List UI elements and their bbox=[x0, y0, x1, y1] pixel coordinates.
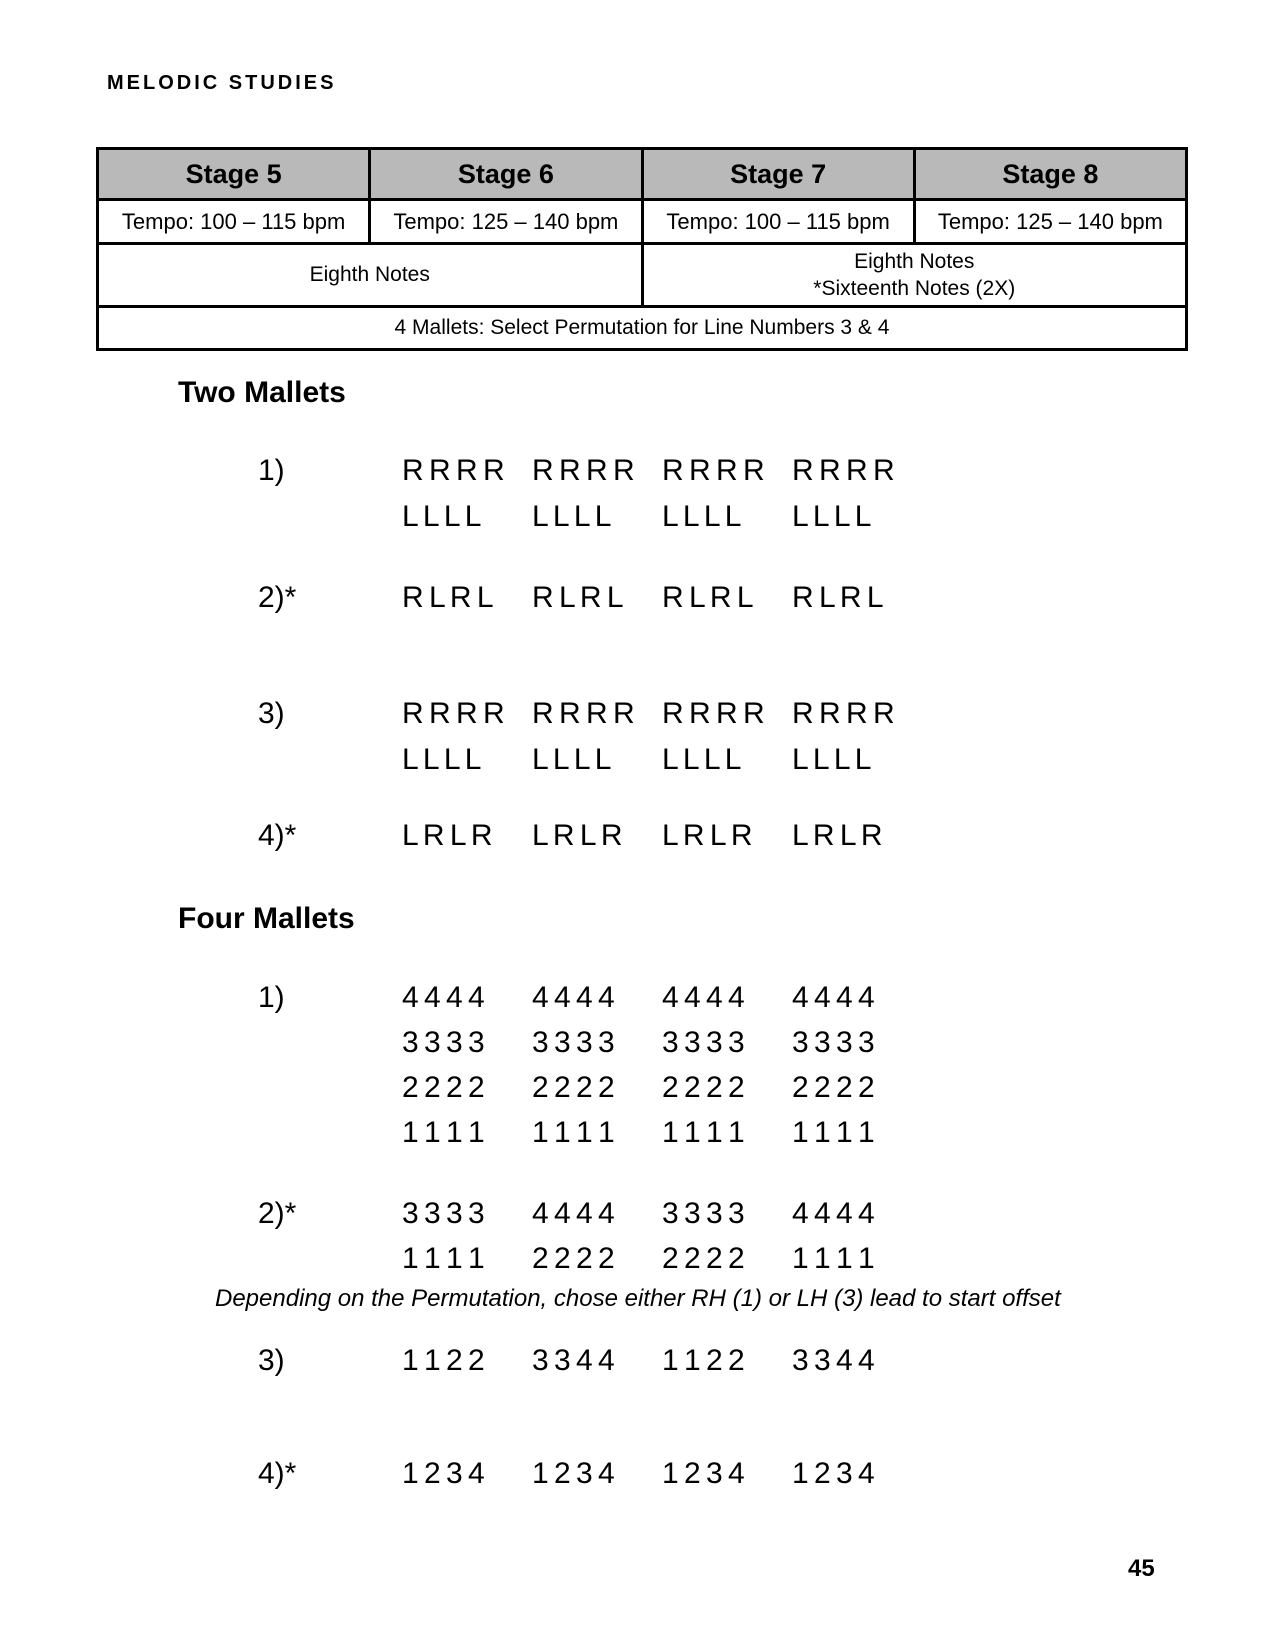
mallet-group: 1 1 2 2 bbox=[662, 1344, 745, 1377]
mallet-group: 3 3 3 3 bbox=[792, 1026, 875, 1059]
sticking-group: L L L L bbox=[792, 743, 872, 776]
section-heading-four-mallets: Four Mallets bbox=[178, 902, 355, 935]
exercise-line bbox=[258, 498, 922, 536]
mallet-group: 3 3 4 4 bbox=[532, 1344, 615, 1377]
sticking-group: L L L L bbox=[792, 500, 872, 533]
mallet-group: 3 3 3 3 bbox=[402, 1026, 485, 1059]
sticking-group: R L R L bbox=[792, 581, 884, 614]
exercise-label: 1) bbox=[258, 454, 285, 487]
mallet-group: 1 2 3 4 bbox=[532, 1457, 615, 1490]
exercise-line bbox=[258, 741, 922, 779]
exercise-line bbox=[258, 1024, 922, 1062]
mallet-group: 4 4 4 4 bbox=[792, 1197, 875, 1230]
exercise-line bbox=[258, 579, 922, 617]
mallet-group: 4 4 4 4 bbox=[662, 981, 745, 1014]
mallet-group: 2 2 2 2 bbox=[662, 1071, 745, 1104]
exercise-line bbox=[258, 695, 922, 733]
exercise-line bbox=[258, 817, 922, 855]
mallet-group: 1 1 1 1 bbox=[402, 1116, 485, 1149]
tempo-cell: Tempo: 125 – 140 bpm bbox=[370, 200, 642, 244]
notes-cell-right bbox=[642, 244, 1187, 307]
exercise-line bbox=[258, 1342, 922, 1380]
exercise-line bbox=[258, 452, 922, 490]
mallet-group: 1 2 3 4 bbox=[792, 1457, 875, 1490]
sticking-group: R R R R bbox=[402, 697, 505, 730]
sticking-group: L R L R bbox=[792, 819, 883, 852]
sticking-group: R R R R bbox=[792, 697, 895, 730]
stage-header-cell: Stage 8 bbox=[914, 149, 1186, 200]
mallet-group: 4 4 4 4 bbox=[402, 981, 485, 1014]
mallet-group: 2 2 2 2 bbox=[532, 1242, 615, 1275]
exercise-label: 2)* bbox=[258, 581, 297, 614]
exercise-label bbox=[258, 498, 402, 536]
stage-header-cell: Stage 7 bbox=[642, 149, 914, 200]
tempo-row bbox=[98, 200, 1187, 244]
exercise-label: 2)* bbox=[258, 1197, 297, 1230]
mallet-group: 1 1 1 1 bbox=[532, 1116, 615, 1149]
mallet-group: 2 2 2 2 bbox=[792, 1071, 875, 1104]
exercise-label: 4)* bbox=[258, 819, 297, 852]
mallet-group: 2 2 2 2 bbox=[402, 1071, 485, 1104]
sticking-group: L L L L bbox=[402, 500, 482, 533]
exercise-line bbox=[258, 1195, 922, 1233]
tempo-cell: Tempo: 100 – 115 bpm bbox=[642, 200, 914, 244]
exercise-label bbox=[258, 1024, 402, 1062]
sticking-group: L R L R bbox=[532, 819, 623, 852]
mallet-group: 4 4 4 4 bbox=[532, 1197, 615, 1230]
note-values-row bbox=[98, 244, 1187, 307]
sticking-group: R R R R bbox=[662, 454, 765, 487]
exercise-line bbox=[258, 1069, 922, 1107]
exercise-line bbox=[258, 979, 922, 1017]
tempo-cell: Tempo: 125 – 140 bpm bbox=[914, 200, 1186, 244]
sticking-group: R R R R bbox=[532, 697, 635, 730]
exercise-label: 1) bbox=[258, 981, 285, 1014]
exercise-line bbox=[258, 1114, 922, 1152]
sticking-group: L R L R bbox=[402, 819, 493, 852]
sticking-group: R R R R bbox=[532, 454, 635, 487]
mallet-group: 1 1 1 1 bbox=[662, 1116, 745, 1149]
mallet-group: 2 2 2 2 bbox=[532, 1071, 615, 1104]
table-footer-cell: 4 Mallets: Select Permutation for Line Numbers 3 & 4 bbox=[98, 307, 1187, 350]
page-title: MELODIC STUDIES bbox=[107, 72, 337, 94]
sticking-group: L L L L bbox=[532, 743, 612, 776]
mallet-group: 1 1 1 1 bbox=[792, 1242, 875, 1275]
notes-right-line2: *Sixteenth Notes (2X) bbox=[813, 277, 1016, 300]
sticking-group: R R R R bbox=[662, 697, 765, 730]
mallet-group: 1 2 3 4 bbox=[662, 1457, 745, 1490]
notes-right-line1: Eighth Notes bbox=[854, 250, 975, 273]
mallet-group: 4 4 4 4 bbox=[792, 981, 875, 1014]
mallet-group: 3 3 3 3 bbox=[402, 1197, 485, 1230]
sticking-group: R R R R bbox=[792, 454, 895, 487]
exercise-label: 3) bbox=[258, 697, 285, 730]
sticking-group: L L L L bbox=[402, 743, 482, 776]
exercise-label bbox=[258, 741, 402, 779]
exercise-label bbox=[258, 1114, 402, 1152]
exercise-label bbox=[258, 1069, 402, 1107]
sticking-group: R L R L bbox=[532, 581, 624, 614]
sticking-group: R L R L bbox=[402, 581, 494, 614]
notes-cell-left: Eighth Notes bbox=[98, 244, 643, 307]
mallet-group: 3 3 3 3 bbox=[532, 1026, 615, 1059]
stage-header-cell: Stage 6 bbox=[370, 149, 642, 200]
mallet-group: 1 1 2 2 bbox=[402, 1344, 485, 1377]
table-footer-row bbox=[98, 307, 1187, 350]
sticking-group: L L L L bbox=[662, 500, 742, 533]
exercise-label: 3) bbox=[258, 1344, 285, 1377]
sticking-group: R L R L bbox=[662, 581, 754, 614]
stage-header-cell: Stage 5 bbox=[98, 149, 370, 200]
sticking-group: L L L L bbox=[662, 743, 742, 776]
mallet-group: 1 2 3 4 bbox=[402, 1457, 485, 1490]
section-heading-two-mallets: Two Mallets bbox=[178, 376, 346, 409]
sticking-group: R R R R bbox=[402, 454, 505, 487]
mallet-group: 2 2 2 2 bbox=[662, 1242, 745, 1275]
mallet-group: 3 3 3 3 bbox=[662, 1026, 745, 1059]
mallet-group: 4 4 4 4 bbox=[532, 981, 615, 1014]
exercise-label: 4)* bbox=[258, 1457, 297, 1490]
mallet-group: 1 1 1 1 bbox=[792, 1116, 875, 1149]
tempo-cell: Tempo: 100 – 115 bpm bbox=[98, 200, 370, 244]
sticking-group: L R L R bbox=[662, 819, 753, 852]
mallet-group: 1 1 1 1 bbox=[402, 1242, 485, 1275]
sticking-group: L L L L bbox=[532, 500, 612, 533]
stage-table bbox=[96, 147, 1188, 351]
page-number: 45 bbox=[1128, 1555, 1155, 1582]
mallet-group: 3 3 4 4 bbox=[792, 1344, 875, 1377]
permutation-note: Depending on the Permutation, chose either RH (1) or LH (3) lead to start offset bbox=[215, 1285, 1061, 1312]
exercise-line bbox=[258, 1455, 922, 1493]
exercise-label bbox=[258, 1240, 402, 1278]
mallet-group: 3 3 3 3 bbox=[662, 1197, 745, 1230]
stage-header-row bbox=[98, 149, 1187, 200]
exercise-line bbox=[258, 1240, 922, 1278]
